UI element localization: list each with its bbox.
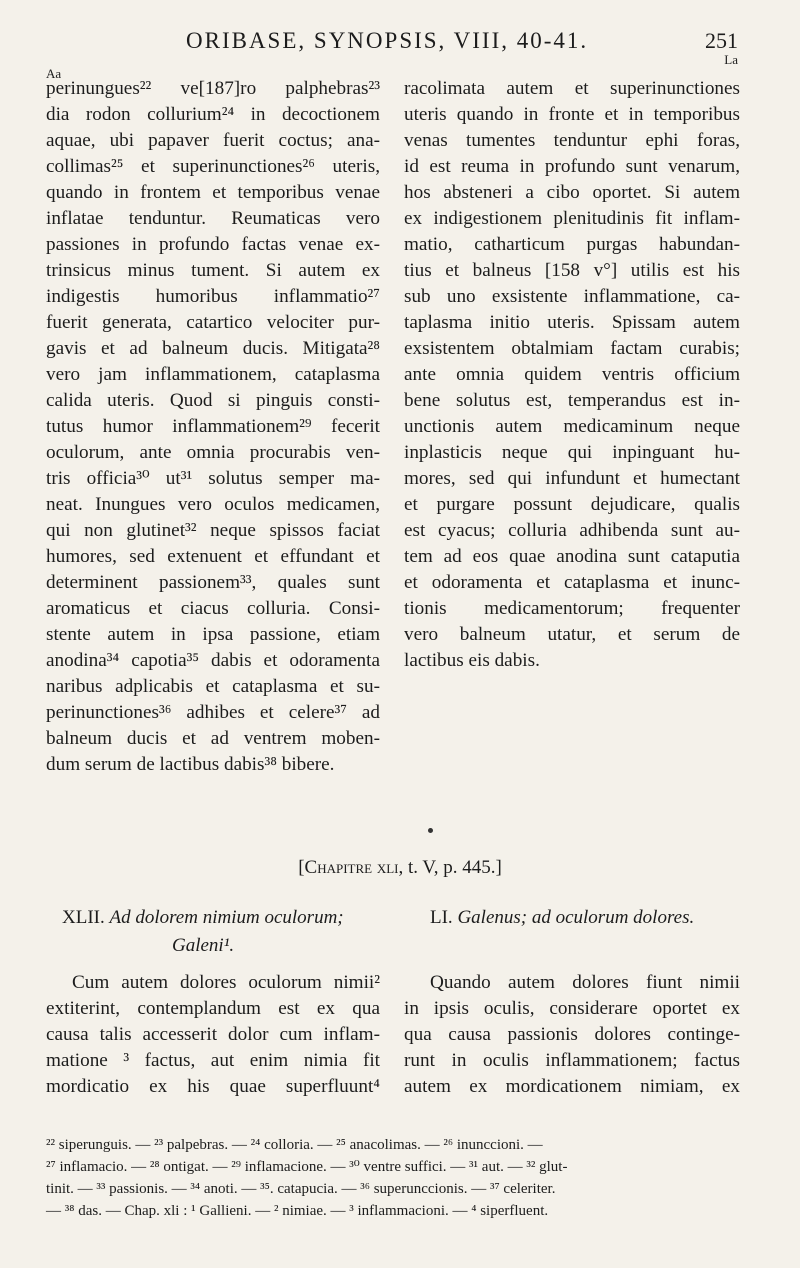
text-line: est cyacus; colluria adhibenda sunt au- [404,520,740,541]
text-line: uteris quando in fronte et in temporibus [404,104,740,125]
text-line: anodina³⁴ capotia³⁵ dabis et odoramenta [46,650,380,671]
text-line: aquae, ubi papaver fuerit coctus; ana- [46,130,380,151]
text-line: hos absteneri a cibo oportet. Si autem [404,182,740,203]
section-number-right: LI. [430,907,453,928]
text-line: quando in frontem et temporibus venae [46,182,380,203]
text-line: lactibus eis dabis. [404,650,540,671]
footnote-line: ²⁷ inflamacio. — ²⁸ ontigat. — ²⁹ inflamacione. — ³⁰ ventre suffici. — ³¹ aut. — ³² glut- [46,1159,568,1175]
text-line: indigestis humoribus inflammatio²⁷ [46,286,380,307]
footnote-line: tinit. — ³³ passionis. — ³⁴ anoti. — ³⁵. catapucia. — ³⁶ superunccionis. — ³⁷ celeriter. [46,1181,556,1197]
text-line: venas tumentes tenduntur ephi foras, [404,130,740,151]
text-line: aromaticus et ciacus colluria. Consi- [46,598,380,619]
text-line: et purgare possunt dejudicare, qualis [404,494,740,515]
text-line: Cum autem dolores oculorum nimii² [72,972,380,993]
section-title-right-text: Galenus; ad oculorum dolores. [457,907,695,928]
text-line: tionis medicamentorum; frequenter [404,598,740,619]
section-title-right [430,904,740,932]
text-line: gavis et ad balneum ducis. Mitigata²⁸ [46,338,380,359]
footnotes [46,1134,742,1222]
text-line: calida uteris. Quod si pinguis consti- [46,390,380,411]
manuscript-siglum-right: La [724,52,738,67]
text-line: passiones in profundo factas venae ex- [46,234,380,255]
text-line: dia rodon collurium²⁴ in decoctionem [46,104,380,125]
text-line: ante omnia quidem ventris officium [404,364,740,385]
text-line: sub uno exsistente inflammatione, ca- [404,286,740,307]
text-line: perinunctiones³⁶ adhibes et celere³⁷ ad [46,702,380,723]
text-line: oculorum, ante omnia procurabis ven- [46,442,380,463]
text-line: vero balneum utatur, et serum de [404,624,740,645]
chapter-reference-label: Chapitre xli [304,857,399,878]
text-line: autem ex mordicationem nimiam, ex [404,1076,740,1097]
text-line: extiterint, contemplandum est ex qua [46,998,380,1019]
page-number: 251 [705,28,738,53]
section-number-left: XLII. [62,907,105,928]
text-line: tris officia³⁰ ut³¹ solutus semper ma- [46,468,380,489]
text-line: perinungues²² ve[187]ro palphebras²³ [46,78,380,99]
text-line: trinsicus minus tument. Si autem ex [46,260,380,281]
manuscript-siglum-left: Aa [46,66,62,81]
text-line: stente autem in ipsa passione, etiam [46,624,380,645]
text-line: dum serum de lactibus dabis³⁸ bibere. [46,754,335,775]
text-line: naribus adplicabis et cataplasma et su- [46,676,380,697]
text-line: ex indigestionem plenitudinis fit inflam- [404,208,740,229]
text-line: taplasma initio uteris. Spissam autem [404,312,740,333]
text-line: bene solutus est, temperandus est in- [404,390,740,411]
text-line: matio, catharticum purgas habundan- [404,234,740,255]
upper-right-column [404,76,740,674]
upper-left-column [46,76,380,778]
text-line: inflatae tenduntur. Reumaticas vero [46,208,380,229]
text-line: racolimata autem et superinunctiones [404,78,740,99]
lower-right-column [404,970,740,1100]
text-line: causa talis accesserit dolor cum inflam- [46,1024,380,1045]
footnote-line: ²² siperunguis. — ²³ palpebras. — ²⁴ colloria. — ²⁵ anacolimas. — ²⁶ inunccioni. — [46,1137,543,1153]
text-line: vero jam inflammationem, cataplasma [46,364,380,385]
text-line: in ipsis oculis, considerare oportet ex [404,998,740,1019]
running-title: ORIBASE, SYNOPSIS, VIII, 40-41. [186,28,589,53]
text-line: unctionis autem medicaminum neque [404,416,740,437]
text-line: balneum ducis et ad ventrem moben- [46,728,380,749]
text-line: exsistentem obtalmiam factam curabis; [404,338,740,359]
text-line: id est reuma in profundo sunt venarum, [404,156,740,177]
text-line: humores, sed extenuent et effundant et [46,546,380,567]
lower-left-column [46,970,380,1100]
chapter-reference-bracket: [ [298,857,305,878]
section-title-left-line2: Galeni¹. [172,935,235,956]
text-line: inplasticis neque qui inpinguant hu- [404,442,740,463]
footnote-line: — ³⁸ das. — Chap. xli : ¹ Gallieni. — ² nimiae. — ³ inflammacioni. — ⁴ siperfluent. [46,1203,549,1219]
text-line: et odoramenta et cataplasma et inunc- [404,572,740,593]
chapter-reference-rest: , t. V, p. 445.] [398,857,502,878]
running-header [46,28,738,58]
text-line: tutus humor inflammationem²⁹ fecerit [46,416,380,437]
text-line: mores, sed qui infundunt et humectant [404,468,740,489]
section-title-left [62,904,380,960]
section-title-left-line1: Ad dolorem nimium oculorum; [109,907,344,928]
text-line: runt in oculis inflammationem; factus [404,1050,740,1071]
text-line: collimas²⁵ et superinunctiones²⁶ uteris, [46,156,380,177]
text-line: tius et balneus [158 v°] utilis est his [404,260,740,281]
text-line: qua causa passionis dolores continge- [404,1024,740,1045]
text-line: determinent passionem³³, quales sunt [46,572,380,593]
text-line: matione ³ factus, aut enim nimia fit [46,1050,380,1071]
text-line: neat. Inungues vero oculos medicamen, [46,494,380,515]
ink-speck [428,828,433,833]
text-line: qui non glutinet³² neque spissos faciat [46,520,380,541]
text-line: Quando autem dolores fiunt nimii [430,972,740,993]
text-line: tem ad eos quae anodina sunt cataputia [404,546,740,567]
text-line: fuerit generata, catartico velociter pur- [46,312,380,333]
chapter-reference [0,857,800,879]
text-line: mordicatio ex his quae superfluunt⁴ [46,1076,380,1097]
